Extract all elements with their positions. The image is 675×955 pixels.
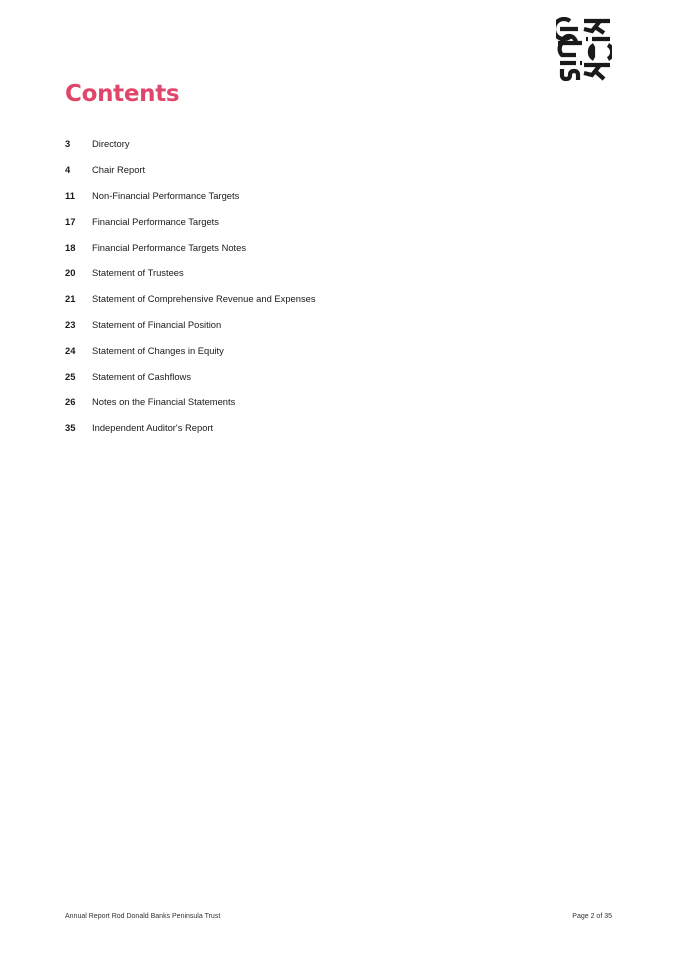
toc-entry-label: Financial Performance Targets Notes [92, 241, 247, 253]
toc-entry-label: Non-Financial Performance Targets [92, 189, 240, 201]
toc-page-number: 24 [65, 344, 76, 356]
toc-entry-label: Statement of Trustees [92, 267, 184, 279]
logo-word-side [556, 19, 582, 80]
toc-page-number: 18 [65, 241, 76, 253]
toc-item[interactable] [65, 183, 316, 209]
toc-item[interactable] [65, 363, 316, 389]
toc-page-number: 25 [65, 370, 76, 382]
toc-item[interactable] [65, 389, 316, 415]
toc-entry-label: Independent Auditor's Report [92, 422, 214, 434]
toc-page-number: 4 [65, 164, 71, 176]
logo-word-kick [584, 21, 612, 79]
toc-entry-label: Directory [92, 138, 130, 150]
toc-page-number: 23 [65, 318, 76, 330]
page-title: Contents [65, 81, 180, 107]
footer-page-number: Page 2 of 35 [572, 913, 612, 920]
toc-entry-label: Statement of Changes in Equity [92, 344, 224, 356]
toc-entry-label: Chair Report [92, 164, 146, 176]
toc-item[interactable] [65, 286, 316, 312]
toc-item[interactable] [65, 131, 316, 157]
toc-page-number: 20 [65, 267, 76, 279]
toc-item[interactable] [65, 260, 316, 286]
toc-item[interactable] [65, 312, 316, 338]
toc-entry-label: Statement of Financial Position [92, 318, 222, 330]
toc-item[interactable] [65, 208, 316, 234]
toc-entry-label: Financial Performance Targets [92, 215, 219, 227]
footer-document-title: Annual Report Rod Donald Banks Peninsula Trust [65, 913, 221, 920]
toc-item[interactable] [65, 337, 316, 363]
toc-page-number: 21 [65, 293, 76, 305]
toc-page-number: 11 [65, 189, 75, 201]
toc-entry-label: Notes on the Financial Statements [92, 396, 236, 408]
toc-page-number: 35 [65, 422, 76, 434]
toc-entry-label: Statement of Comprehensive Revenue and Expenses [92, 293, 316, 305]
toc-item[interactable] [65, 415, 316, 441]
kickside-logo [556, 17, 612, 83]
toc-entry-label: Statement of Cashflows [92, 370, 192, 382]
toc-item[interactable] [65, 157, 316, 183]
toc-page-number: 26 [65, 396, 76, 408]
toc-page-number: 3 [65, 138, 71, 150]
toc-page-number: 17 [65, 215, 76, 227]
table-of-contents [65, 131, 316, 441]
toc-item[interactable] [65, 234, 316, 260]
